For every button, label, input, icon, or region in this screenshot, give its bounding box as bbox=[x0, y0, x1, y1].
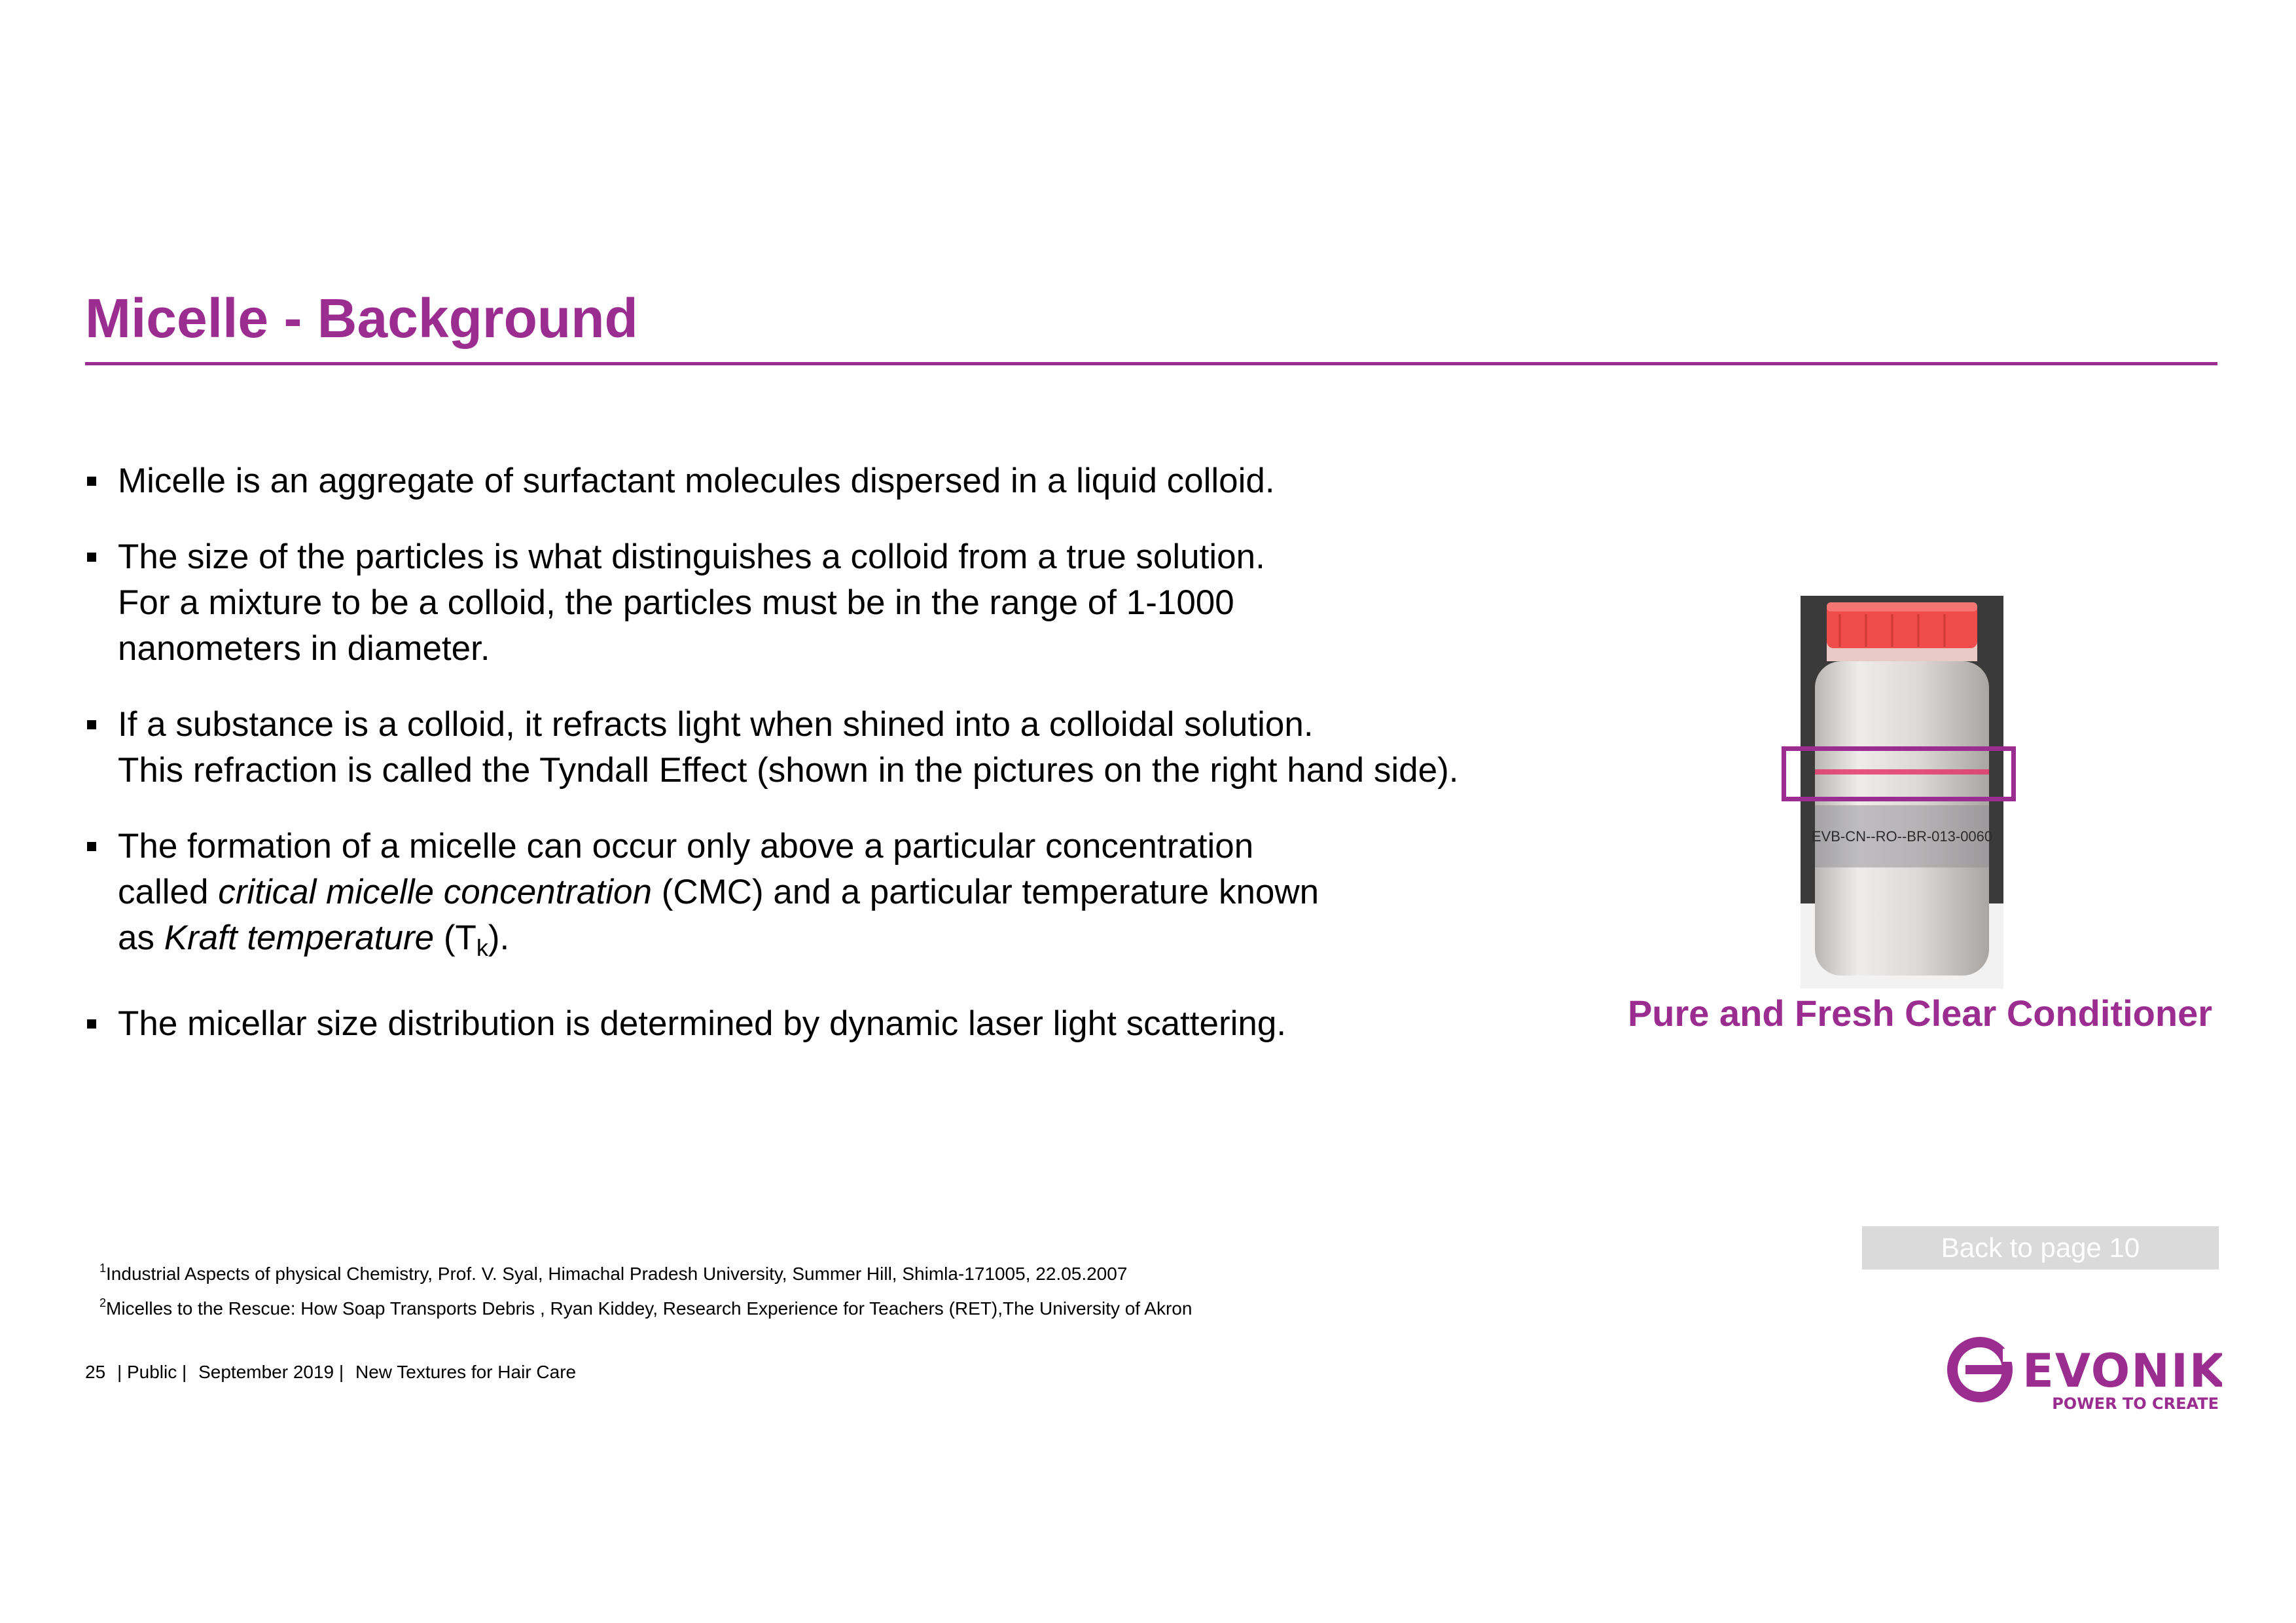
bullet-marker bbox=[87, 477, 96, 486]
page-title: Micelle - Background bbox=[85, 287, 638, 349]
text-segment: (T bbox=[434, 919, 476, 957]
subscript-k: k bbox=[476, 934, 488, 961]
logo-wordmark: EVONIK bbox=[2022, 1344, 2222, 1398]
logo-tagline: POWER TO CREATE bbox=[2052, 1395, 2219, 1413]
footer-date: September 2019 | bbox=[198, 1362, 344, 1382]
slide-footer bbox=[85, 1362, 583, 1383]
bullet-marker bbox=[87, 842, 96, 851]
bullet-text-line bbox=[118, 915, 1656, 971]
footnote-item bbox=[99, 1254, 1192, 1288]
bullet-marker bbox=[87, 1019, 96, 1029]
bullet-item bbox=[85, 458, 1656, 504]
evonik-logo bbox=[1941, 1329, 2222, 1414]
bullet-text: The size of the particles is what distinguishes a colloid from a true solution. bbox=[118, 538, 1265, 576]
bullet-text: If a substance is a colloid, it refracts light when shined into a colloidal solution. bbox=[118, 705, 1314, 744]
bullet-text: The micellar size distribution is determined by dynamic laser light scattering. bbox=[118, 1004, 1287, 1043]
text-segment: as bbox=[118, 919, 164, 957]
evonik-logo-mark bbox=[1941, 1329, 2222, 1414]
jar-label-text: EVB-CN--RO--BR-013-0060 bbox=[1811, 828, 1993, 845]
footnote-number: 2 bbox=[99, 1296, 107, 1309]
footnotes bbox=[99, 1254, 1192, 1323]
bullet-item bbox=[85, 702, 1656, 793]
bullet-list bbox=[85, 458, 1656, 1077]
text-segment: called bbox=[118, 873, 219, 911]
bullet-item bbox=[85, 534, 1656, 672]
footnote-number: 1 bbox=[99, 1262, 107, 1275]
tyndall-highlight-box bbox=[1782, 746, 2016, 801]
bullet-text: This refraction is called the Tyndall Effect (shown in the pictures on the right hand side). bbox=[118, 751, 1459, 790]
footnote-text: Industrial Aspects of physical Chemistry, Prof. V. Syal, Himachal Pradesh University, Summer Hill, Shimla-171005, 22.05.2007 bbox=[106, 1264, 1128, 1284]
term-cmc: critical micelle concentration bbox=[218, 873, 652, 911]
figure-caption: Pure and Fresh Clear Conditioner bbox=[1627, 993, 2212, 1034]
bullet-text: Micelle is an aggregate of surfactant molecules dispersed in a liquid colloid. bbox=[118, 462, 1275, 500]
bullet-text: For a mixture to be a colloid, the particles must be in the range of 1-1000 bbox=[118, 583, 1234, 622]
bullet-text: The formation of a micelle can occur only above a particular concentration bbox=[118, 827, 1254, 866]
footer-topic: New Textures for Hair Care bbox=[355, 1362, 577, 1382]
text-segment: (CMC) and a particular temperature known bbox=[651, 873, 1319, 911]
footnote-item bbox=[99, 1288, 1192, 1323]
back-to-page-button[interactable]: Back to page 10 bbox=[1862, 1226, 2219, 1269]
bullet-text-line bbox=[118, 869, 1656, 915]
bullet-item bbox=[85, 824, 1656, 971]
page-number: 25 bbox=[85, 1362, 106, 1382]
bullet-marker bbox=[87, 553, 96, 562]
bullet-marker bbox=[87, 720, 96, 729]
term-kraft: Kraft temperature bbox=[164, 919, 435, 957]
bullet-item bbox=[85, 1001, 1656, 1047]
title-underline bbox=[85, 362, 2217, 365]
bullet-text: nanometers in diameter. bbox=[118, 629, 490, 668]
text-segment: ). bbox=[488, 919, 510, 957]
footnote-text: Micelles to the Rescue: How Soap Transports Debris , Ryan Kiddey, Research Experience for Teachers (RET),The University of Akron bbox=[106, 1298, 1193, 1319]
classification: | Public | bbox=[117, 1362, 187, 1382]
